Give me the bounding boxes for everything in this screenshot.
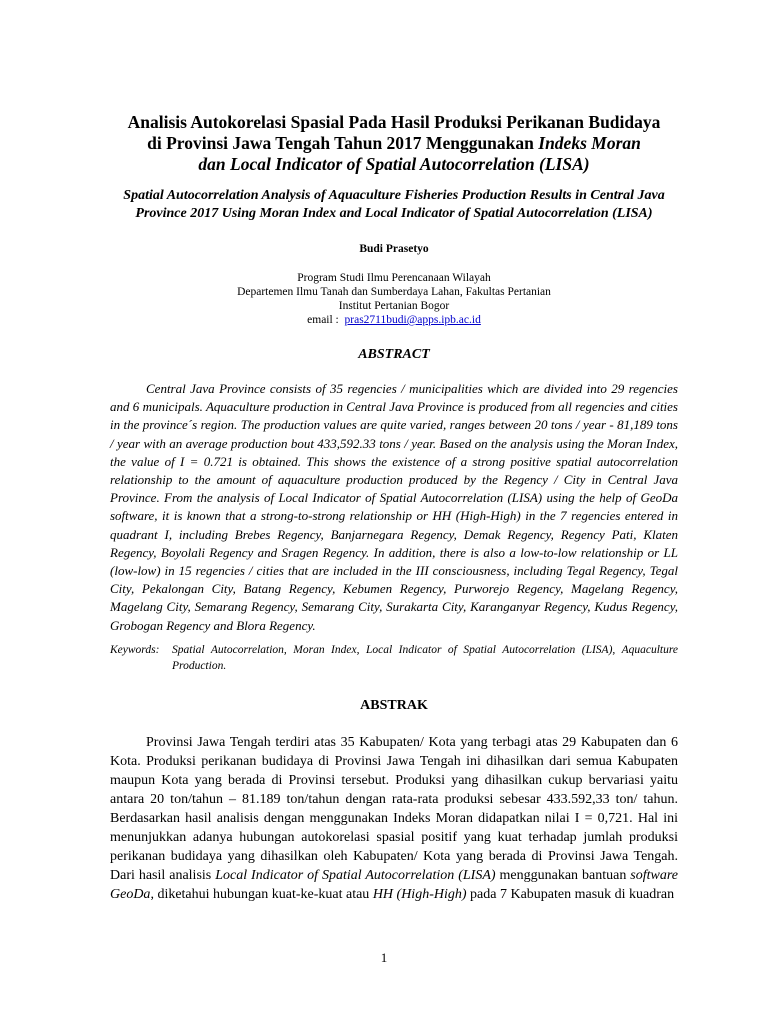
keywords-text: Spatial Autocorrelation, Moran Index, Local Indicator of Spatial Autocorrelation (LISA), Aquaculture Production.: [172, 643, 678, 672]
abstrak-text-1: Provinsi Jawa Tengah terdiri atas 35 Kabupaten/ Kota yang terbagi atas 29 Kabupaten dan 6 Kota. Produksi perikanan budidaya di Provinsi Jawa Tengah ini dihasilkan dari semua Kabupaten maupun Kota yang berada di Provinsi tersebut. Produksi yang dihasilkan cukup bervariasi yaitu antara 20 ton/tahun – 81.189 ton/tahun dengan rata-rata produksi sebesar 433.592,33 ton/ tahun. Berdasarkan hasil analisis dengan menggunakan Indeks Moran didapatkan nilai I = 0,721. Hal ini menunjukkan adanya hubungan autokorelasi spasial positif yang kuat terhadap jumlah produksi perikanan budidaya yang dihasilkan oleh Kabupaten/ Kota yang berada di Provinsi Jawa Tengah. Dari hasil analisis: [110, 734, 678, 883]
abstrak-text-3: , diketahui hubungan kuat-ke-kuat atau: [150, 886, 373, 902]
abstrak-italic-2: software GeoDa: [110, 867, 678, 902]
title-line-2-text: di Provinsi Jawa Tengah Tahun 2017 Menggunakan: [147, 133, 539, 153]
author-name: Budi Prasetyo: [359, 243, 429, 255]
affiliation-program: Program Studi Ilmu Perencanaan Wilayah: [297, 272, 491, 284]
abstrak-text-2: menggunakan bantuan: [495, 867, 631, 883]
keywords-label: Keywords:: [110, 643, 160, 656]
affiliation-institute: Institut Pertanian Bogor: [338, 300, 450, 312]
title-line-1: Analisis Autokorelasi Spasial Pada Hasil Produksi Perikanan Budidaya: [127, 112, 661, 132]
abstract-body: Central Java Province consists of 35 regencies / municipalities which are divided into 29 regencies and 6 municipals. Aquaculture production in Central Java Province is produced from all regencies and cities in the province´s region. The production values are quite varied, ranges between 20 tons / year - 81,189 tons / year with an average production bout 433,592.33 tons / year. Based on the analysis using the Moran Index, the value of I = 0.721 is obtained. This shows the existence of a strong positive spatial autocorrelation relationship to the amount of aquaculture production produced by the Regency / City in Central Java Province. From the analysis of Local Indicator of Spatial Autocorrelation (LISA) using the help of GeoDa software, it is known that a strong-to-strong relationship or HH (High-High) in the 7 regencies entered in quadrant I, including Brebes Regency, Banjarnegara Regency, Demak Regency, Regency Pati, Klaten Regency, Boyolali Regency and Sragen Regency. In addition, there is also a low-to-low relationship or LL (low-low) in 15 regencies / cities that are included in the III consciousness, including Tegal Regency, Tegal City, Pekalongan City, Batang Regency, Kebumen Regency, Purworejo Regency, Magelang Regency, Magelang City, Semarang Regency, Semarang City, Surakarta City, Karanganyar Regency, Kudus Regency, Grobogan Regency and Blora Regency.: [110, 381, 678, 633]
paper-subtitle-english: Spatial Autocorrelation Analysis of Aquaculture Fisheries Production Results in Central Java Province 2017 Using Moran Index and Local Indicator of Spatial Autocorrelation (LISA): [123, 188, 665, 221]
email-link[interactable]: pras2711budi@apps.ipb.ac.id: [344, 314, 481, 326]
email-label: email :: [307, 314, 345, 326]
keywords: [110, 642, 678, 674]
paper-title: [110, 112, 678, 175]
title-line-2-italic: Indeks Moran: [538, 133, 641, 153]
title-line-3: [110, 154, 678, 175]
abstrak-body: [110, 733, 678, 904]
affiliation-email-line: [110, 313, 678, 327]
abstract-heading: ABSTRACT: [358, 347, 430, 362]
abstrak-heading: ABSTRAK: [360, 697, 428, 713]
abstrak-italic-1: Local Indicator of Spatial Autocorrelation (LISA): [215, 867, 496, 883]
page-number: 1: [380, 950, 388, 965]
author-affiliation: [110, 271, 678, 327]
title-line-3-italic: dan Local Indicator of Spatial Autocorrelation (LISA): [198, 154, 590, 174]
title-line-2: [110, 133, 678, 154]
abstrak-italic-3: HH (High-High): [372, 886, 467, 902]
affiliation-department: Departemen Ilmu Tanah dan Sumberdaya Lahan, Fakultas Pertanian: [237, 286, 551, 298]
abstrak-text-4: pada 7 Kabupaten masuk di kuadran: [466, 886, 675, 902]
document-page: [110, 112, 678, 904]
